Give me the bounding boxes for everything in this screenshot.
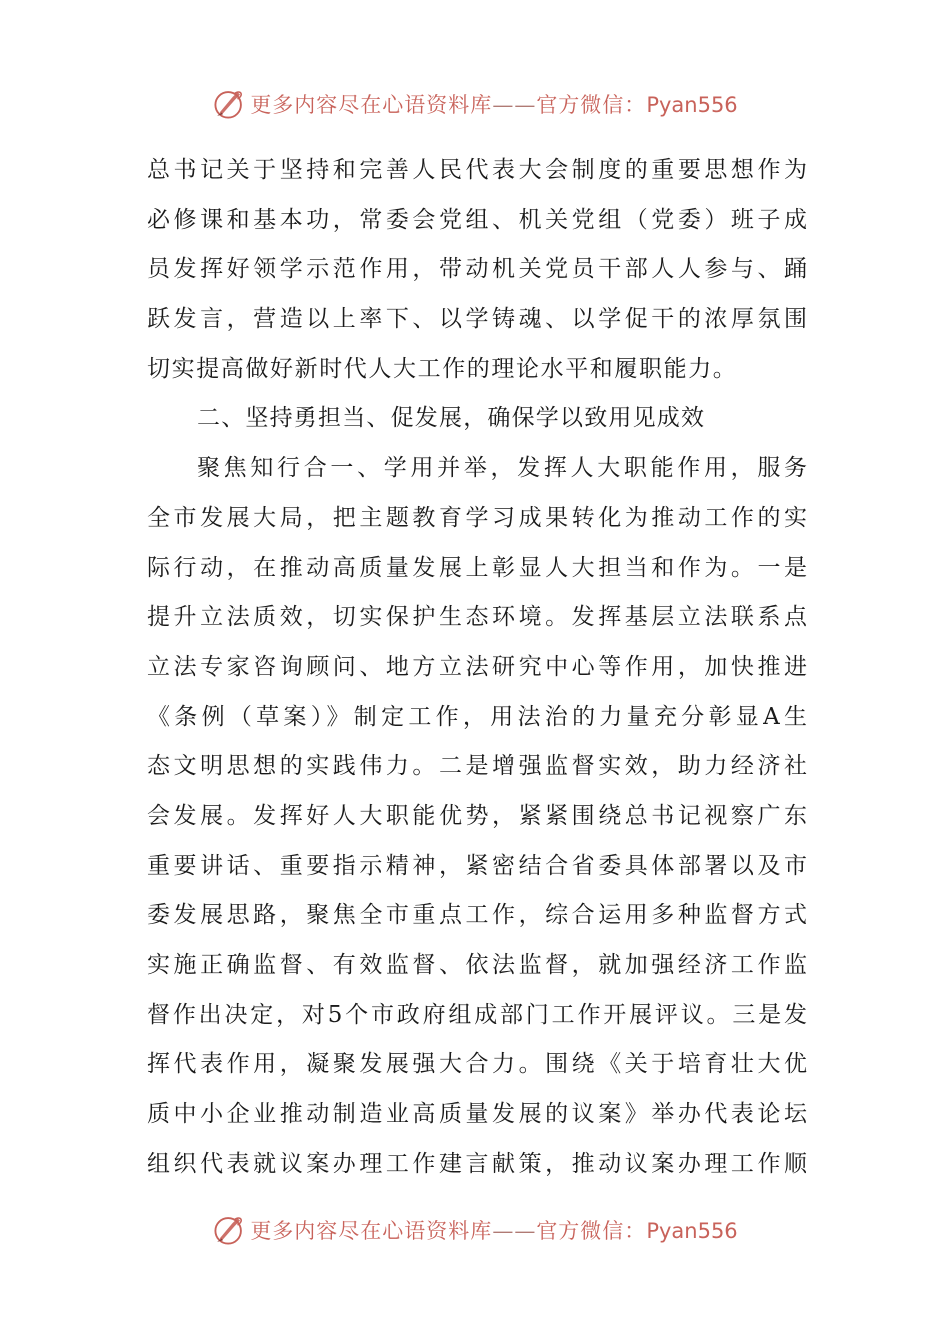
body-line: 重要讲话、重要指示精神，紧密结合省委具体部署以及市 [147, 852, 807, 879]
body-line: 会发展。发挥好人大职能优势，紧紧围绕总书记视察广东 [147, 802, 807, 829]
body-line: 提升立法质效，切实保护生态环境。发挥基层立法联系点 [147, 604, 807, 631]
body-line: 《条例（草案）》制定工作，用法治的力量充分彰显A生 [147, 703, 807, 730]
watermark-dash: —— [492, 93, 537, 117]
watermark-text [250, 1215, 737, 1245]
watermark-wechat-id: Pyan556 [646, 1219, 738, 1243]
pen-nib-logo-icon [212, 87, 246, 121]
watermark-wechat-label: 官方微信： [536, 1219, 647, 1243]
body-line: 质中小企业推动制造业高质量发展的议案》举办代表论坛 [147, 1101, 807, 1128]
body-line: 全市发展大局，把主题教育学习成果转化为推动工作的实 [147, 504, 807, 531]
body-line: 督作出决定，对5个市政府组成部门工作开展评议。三是发 [147, 1001, 807, 1028]
body-line: 总书记关于坚持和完善人民代表大会制度的重要思想作为 [147, 157, 807, 183]
watermark-wechat-id: Pyan556 [646, 93, 738, 117]
body-line: 切实提高做好新时代人大工作的理论水平和履职能力。 [147, 355, 738, 382]
body-line: 实施正确监督、有效监督、依法监督，就加强经济工作监 [147, 952, 807, 978]
body-line: 必修课和基本功，常委会党组、机关党组（党委）班子成 [147, 206, 807, 233]
watermark-text [250, 89, 737, 119]
body-line: 聚焦知行合一、学用并举，发挥人大职能作用，服务 [197, 455, 807, 482]
body-line: 委发展思路，聚焦全市重点工作，综合运用多种监督方式 [147, 902, 807, 929]
watermark-wechat-label: 官方微信： [536, 93, 647, 117]
watermark-dash: —— [492, 1219, 537, 1243]
section-heading: 二、坚持勇担当、促发展，确保学以致用见成效 [197, 405, 706, 432]
document-body [147, 146, 807, 1189]
footer-watermark [0, 1210, 950, 1250]
watermark-main-text: 更多内容尽在心语资料库 [250, 93, 493, 117]
watermark-main-text: 更多内容尽在心语资料库 [250, 1219, 493, 1243]
body-line: 态文明思想的实践伟力。二是增强监督实效，助力经济社 [147, 753, 807, 780]
pen-nib-logo-icon [212, 1213, 246, 1247]
body-line: 组织代表就议案办理工作建言献策，推动议案办理工作顺 [147, 1150, 807, 1177]
body-line: 挥代表作用，凝聚发展强大合力。围绕《关于培育壮大优 [147, 1051, 807, 1078]
body-line: 跃发言，营造以上率下、以学铸魂、以学促干的浓厚氛围 [147, 306, 807, 333]
body-line: 立法专家咨询顾问、地方立法研究中心等作用，加快推进 [147, 653, 807, 680]
body-line: 际行动，在推动高质量发展上彰显人大担当和作为。一是 [147, 554, 807, 581]
body-line: 员发挥好领学示范作用，带动机关党员干部人人参与、踊 [147, 256, 807, 283]
header-watermark [0, 84, 950, 124]
